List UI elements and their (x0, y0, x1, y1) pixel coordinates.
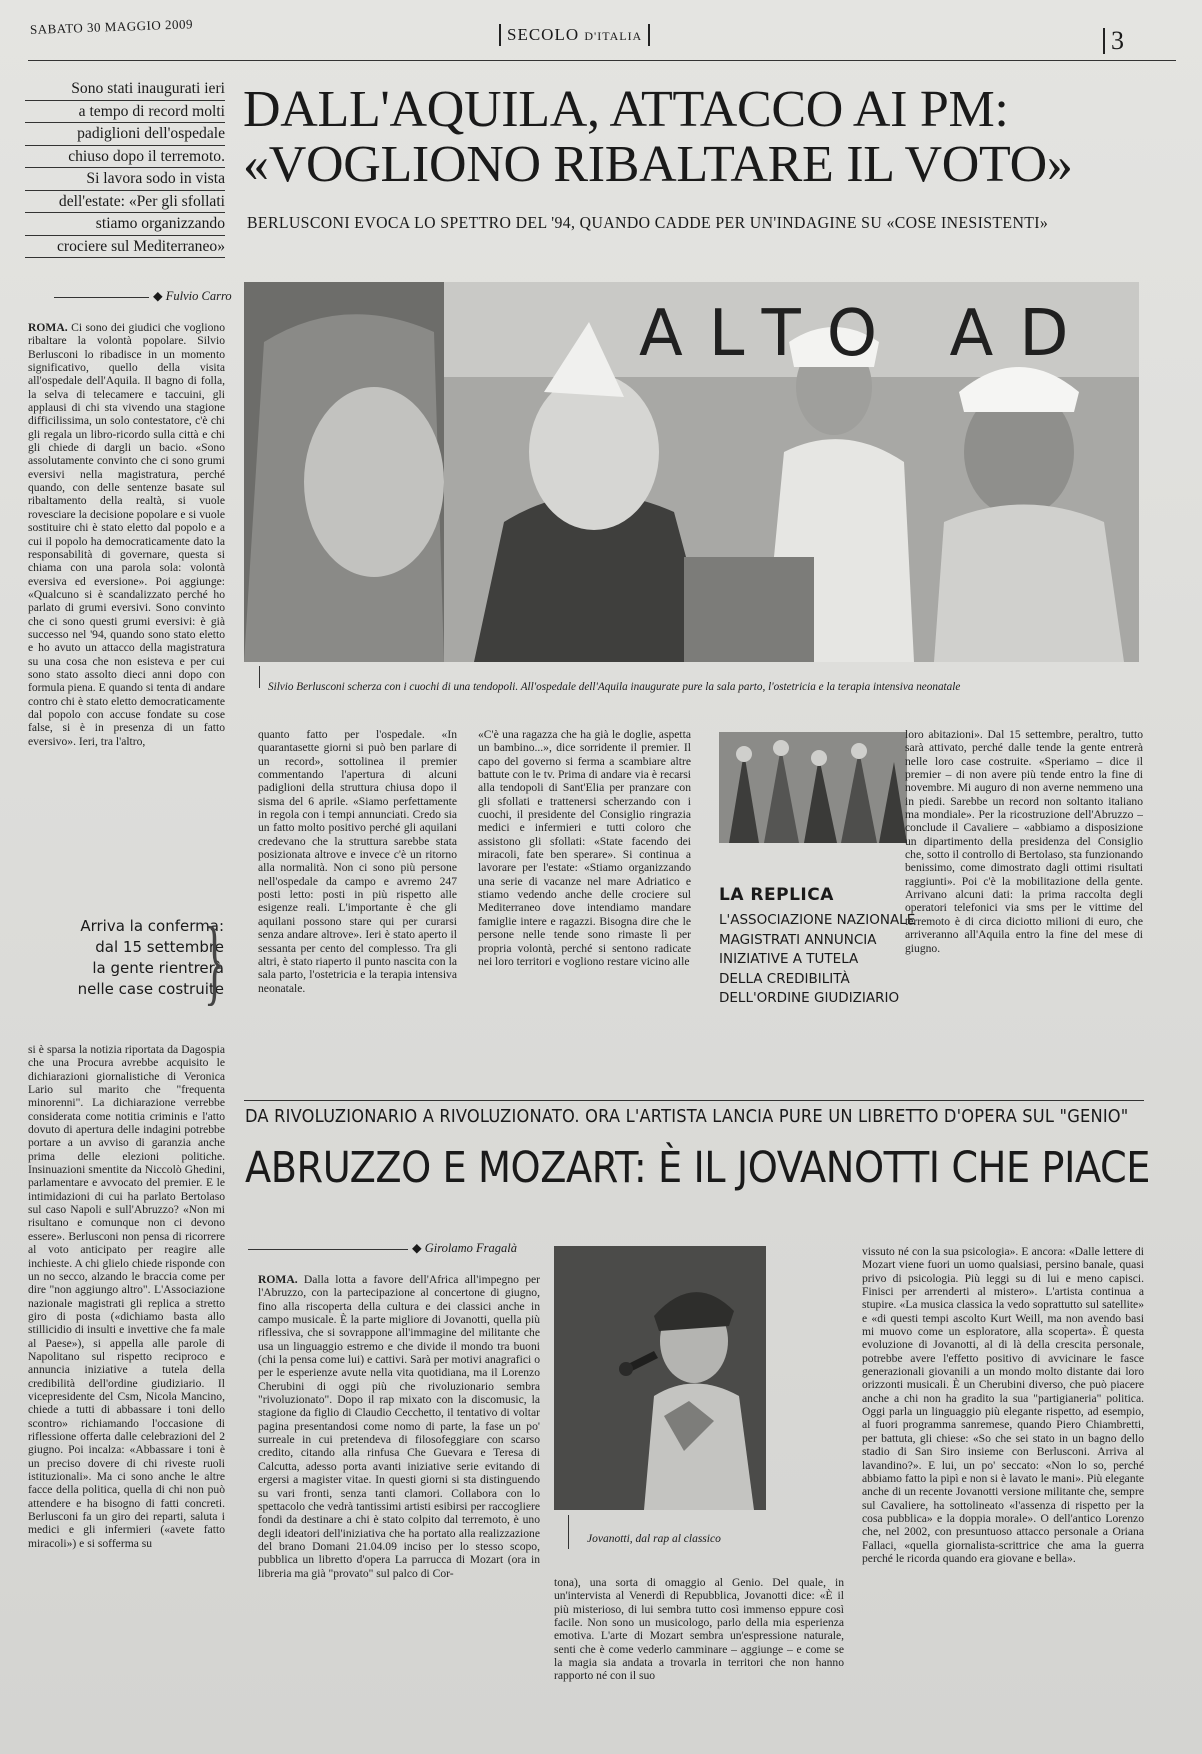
caption-rule-2 (568, 1515, 569, 1549)
article1-column-2 (258, 728, 457, 1083)
article2-photo-caption: Jovanotti, dal rap al classico (587, 1533, 721, 1545)
byline: ◆ Fulvio Carro (54, 288, 232, 304)
replica-box (719, 885, 919, 1009)
byline-name: Fulvio Carro (165, 289, 232, 303)
column-text: vissuto né con la sua psicologia». E ancora: «Dalle lettere di Mozart viene fuori un uomo qualsiasi, persino banale, quasi privo di psicologia. Più leggi su di lui e meno capisci. Finisci per arrenderti al mistero». L'artista continua a stupire. «La musica classica la vedo soprattutto sul satellite» e «di questi tempi ascolto Kurt Weill, ma non avendo basi mi muovo come un esploratore, alla scoperta». È questa evoluzione di Jovanotti, al di là della crescita personale, potrebbe avere l'effetto positivo di avvicinare le fasce generazionali giovanili a un mondo molto distante dai loro orizzonti musicali. È un Cherubini diverso, che può piacere anche a chi non ha gradito la sua "partigianeria" politica. Oggi parla un linguaggio più elegante rispetto, ad esempio, al fuori programma sanremese, quando Piero Chiambretti, per battuta, gli chiese: «So che sei stato in un bagno dello stadio di San Siro insieme con Berlusconi. Arriva al lavandino?». E lui, un po' seccato: «Non lo so, perché abbiamo fatto la pipì e non si è lavato le mani». Più elegante anche di un recente Jovanotti versione militante che, sempre sul Cavaliere, ha sottolineato «l'assenza di rispetto per la cosa pubblica» e la doppia morale». O dell'antico Lorenzo che, nel 2002, con presuntuoso attacco personale a Oriana Fallaci, «quella giornalista-scrittrice che ama la guerra perché le ricorda quando era giovane e bella». (862, 1245, 1144, 1565)
intro-line: Sono stati inaugurati ieri (25, 78, 225, 101)
issue-date: SABATO 30 MAGGIO 2009 (29, 16, 194, 37)
replica-line: DELLA CREDIBILITÀ (719, 970, 850, 987)
sidebar-photo-image (719, 732, 907, 843)
article2-column-1 (258, 1273, 540, 1745)
intro-line: crociere sul Mediterraneo» (25, 236, 225, 259)
photo-sign-text: ALTO AD (639, 297, 1095, 371)
replica-line: L'ASSOCIAZIONE NAZIONALE (719, 912, 916, 928)
intro-line: a tempo di record molti (25, 101, 225, 124)
article1-column-3 (478, 728, 691, 1083)
intro-line: stiamo organizzando (25, 213, 225, 236)
article2-column-3 (862, 1245, 1144, 1745)
byline-name: Girolamo Fragalà (424, 1241, 517, 1255)
column-text: tona), una sorta di omaggio al Genio. Del quale, in un'intervista al Venerdì di Repubblica, Jovanotti dice: «È il più misterioso, di lui sembra tutto così immenso eppure così facile. Non sono un musicologo, parlo della mia esperienza emotiva. L'arte di Mozart sembra un'espressione naturale, senti che è come vederlo camminare – aggiunge – e come se la magia sia andata a trovarla in territori che non hanno rapporto né con il suo (554, 1576, 844, 1683)
pull-quote (28, 916, 224, 1000)
deck: BERLUSCONI EVOCA LO SPETTRO DEL '94, QUANDO CADDE PER UN'INDAGINE SU «COSE INESISTENTI» (247, 213, 1049, 232)
intro-line: dell'estate: «Per gli sfollati (25, 191, 225, 214)
replica-line: DELL'ORDINE GIUDIZIARIO (719, 990, 900, 1006)
column-text: quanto fatto per l'ospedale. «In quarantasette giorni si può ben parlare di un record», sottolinea il premier commentando l'apertura di alcuni padiglioni della struttura chiusa dopo il sisma del 6 aprile. «Siamo perfettamente in regola con i tempi annunciati. Credo sia un fatto molto positivo perché gli aquilani credevano che la struttura sarebbe stata posizionata altrove e invece c'è un ritorno alla normalità. Non ci sono più persone nell'ospedale da campo e avremo 247 posti letto: posti in più rispetto alle esigenze reali. L'importante è che gli aquilani possono stare qui per curarsi senza andare altrove». Ieri è stato aperto il sessanta per cento del complesso. Tra gli altri, è stato riaperto il punto nascita con la sala parto, l'ostetricia e la terapia intensiva neonatale. (258, 728, 457, 995)
column-text: Ci sono dei giudici che vogliono ribaltare la volontà popolare. Silvio Berlusconi lo ribadisce in un momento significativo, quello della visita all'ospedale dell'Aquila. Il bagno di folla, la selva di telecamere e taccuini, gli applausi di chi sta vivendo una stagione difficilissima, un solo contestatore, c'è chi gli regala un libro-ricordo sulla città e chi gli chiede di dargli un bacio. «Sono assolutamente convinto che ci sono grumi eversivi nella magistratura, perché quando, con delle sentenze basate sul ribaltamento della realtà, si vuole rovesciare la decisione popolare e si vuole sostituire chi è stato eletto dal popolo e a cui il popolo ha democraticamente dato la responsabilità di governare, questa si chiama con una parola sola: volontà eversiva ed eversione». Poi aggiunge: «Qualcuno si è scandalizzato perché ho parlato di grumi eversivi. Sono convinto che ci sono questi grumi eversivi: è già successo nel '94, quando sono stato eletto e ho avuto un attacco della magistratura su una cosa che non esisteva e per cui sono stato assolto dieci anni dopo con formula piena. E quando si tenta di andare contro chi è stato eletto democraticamente dal popolo con accuse fondate su cose false, si è in presenza di un fatto eversivo». Ieri, tra l'altro, (28, 321, 225, 748)
intro-line: Si lavora sodo in vista (25, 168, 225, 191)
article2-kicker: DA RIVOLUZIONARIO A RIVOLUZIONATO. ORA L'ARTISTA LANCIA PURE UN LIBRETTO D'OPERA SUL "GENIO" (245, 1107, 1129, 1127)
masthead-title: SECOLO (507, 25, 580, 44)
article2-column-2 (554, 1576, 844, 1746)
column-text: «C'è una ragazza che ha già le doglie, aspetta un bambino...», dice sorridente il premier. Il capo del governo si ferma a scambiare altre battute con le tv. Prima di andare via è recarsi alla tendopoli di Sant'Elia per pranzare con gli sfollati e trattenersi scherzando con i cuochi, il presidente del Consiglio ringrazia medici e infermieri e tutti coloro che assistono gli sfollati: «State facendo dei miracoli, fate ben sperare». Si continua a lavorare per l'estate: «Stiamo organizzando una serie di vacanze nel mare Adriatico e stiamo vedendo anche delle crociere sul Mediterraneo dove intendiamo mandare famiglie intere e ragazzi. Bisogna dire che le persone nelle tende sono rimaste lì per propria volontà, perché si sentono radicate nei loro territori e vogliono restare vicino alle (478, 728, 691, 968)
replica-line: MAGISTRATI ANNUNCIA (719, 931, 877, 948)
column-text: Dalla lotta a favore dell'Africa all'impegno per l'Abruzzo, con la partecipazione al concertone di giugno, fino alla riscoperta della cultura e dei classici anche in campo musicale. È la parte migliore di Jovanotti, quella più riflessiva, che si sovrappone all'immagine del militante che usa un linguaggio estremo e che divide il mondo tra buoni (chi la pensa come lui) e cattivi. Sarà per motivi anagrafici o per le esperienze avute nella vita quotidiana, ma il Lorenzo Cherubini di oggi più che rivoluzionario sembra "rivoluzionato". Dopo il rap mixato con la discomusic, la stagione da figlio di Claudio Cecchetto, il tentativo di voltar pagina presentandosi come nomo di parte, la fase un po' surreale in cui pretendeva di filosofeggiare con scarso credito, citando alla rinfusa Che Guevara e Teresa di Calcutta, adesso porta avanti iniziative serie evitando di ergersi a magister vitae. In questi giorni si sta distinguendo su vari fronti, senza tanti clamori. Collabora con lo spettacolo che vedrà tantissimi artisti esibirsi per raccogliere fondi da destinare a chi è stato colpito dal terremoto, è uno degli ideatori dell'iniziativa che ha portato alla realizzazione del brano Domani 21.04.09 inciso per lo stesso scopo, pubblica un libretto d'opera La parrucca di Mozart (ora in libreria ma già "provato" sul palco di Cor- (258, 1273, 540, 1580)
article1-column-5 (905, 728, 1143, 1083)
replica-title: LA REPLICA (719, 885, 834, 905)
column-text: loro abitazioni». Dal 15 settembre, peraltro, tutto sarà attivato, perché dalle tende la gente entrerà nelle loro case costruite. «Speriamo – dice il premier – di non avere più tende entro la fine di novembre. Mi auguro di non averne nemmeno una in piedi. Sarebbe un record non soltanto italiano ma mondiale». Per la ricostruzione dell'Abruzzo – conclude il Cavaliere – «abbiamo a disposizione un dipartimento della presidenza del Consiglio che, sotto il controllo di Bertolaso, sta funzionando benissimo, come dimostrato dagli ottimi risultati raggiunti». Poi c'è la mobilitazione della gente. Arrivano alcuni dati: la prima raccolta degli operatori telefonici via sms per le vittime del terremoto è di circa diciotto milioni di euro, che arriveranno all'Aquila entro la fine del mese di giugno. (905, 728, 1143, 955)
section-rule (244, 1100, 1144, 1101)
headline-line-2: «VOGLIONO RIBALTARE IL VOTO» (243, 136, 1073, 193)
intro-line: padiglioni dell'ospedale (25, 123, 225, 146)
pull-quote-brace: } (204, 907, 225, 1014)
main-photo-caption: Silvio Berlusconi scherza con i cuochi di una tendopoli. All'ospedale dell'Aquila inaugurate pure la sala parto, l'ostetricia e la terapia intensiva neonatale (268, 681, 961, 693)
article1-column-1b (28, 1043, 225, 1739)
sidebar-photo (719, 732, 907, 843)
column-text: si è sparsa la notizia riportata da Dagospia che una Procura avrebbe acquisito le dichiarazioni giornalistiche di Veronica Lario sul marito che "frequenta minorenni". La dichiarazione verrebbe considerata come notitia criminis e l'atto dovuto di apertura delle indagini potrebbe portare a un avviso di garanzia anche prima delle elezioni politiche. Insinuazioni smentite da Niccolò Ghedini, parlamentare e avvocato del premier. E le intimidazioni di cui ha parlato Bertolaso sul caso Napoli e sull'Abruzzo? «Non mi risultano e comunque non ci devono essere». Berlusconi non pensa di ricorrere al voto anticipato per reagire alle inchieste. A chi glielo chiede risponde con un no secco, alzando le braccia come per dire "non aggiungo altro". L'Associazione nazionale magistrati gli replica a stretto giro di posta («dichiamo basta allo stillicidio di insulti e invettive che fa male al Paese»), si appella alle parole di Napolitano sul rispetto reciproco e annuncia iniziative a tutela della credibilità dell'ordine giudiziario. Il vicepresidente del Csm, Nicola Mancino, chiede a tutti di abbassare i toni dello scontro» richiamando l'occasione di riflessione offerta dalle celebrazioni del 2 giugno. Poi incalza: «Abbassare i toni è un preciso dovere di chi riveste ruoli istituzionali». Ma ci sono anche le altre facce della politica, quella di chi non può attendere e ha bisogno di fatti concreti. Berlusconi fa un giro dei reparti, saluta i medici e gli infermieri («avete fatto miracoli») e si sofferma su (28, 1043, 225, 1550)
pull-quote-line: nelle case costruite (77, 980, 224, 998)
pull-quote-line: Arriva la conferma: (80, 917, 224, 935)
pull-quote-line: dal 15 settembre (95, 938, 224, 956)
dateline: ROMA. (28, 321, 68, 334)
replica-text (719, 911, 919, 1009)
dateline: ROMA. (258, 1273, 298, 1286)
article1-column-1 (28, 321, 225, 881)
main-photo (244, 282, 1139, 662)
intro-summary (25, 78, 225, 258)
replica-line: INIZIATIVE A TUTELA (719, 951, 859, 967)
page-number: 3 (1103, 28, 1124, 54)
headline-line-1: DALL'AQUILA, ATTACCO AI PM: (243, 81, 1009, 138)
pull-quote-line: la gente rientrerà (92, 959, 224, 977)
masthead (499, 24, 650, 46)
caption-rule (259, 666, 260, 688)
article2-photo (554, 1246, 766, 1510)
intro-line: chiuso dopo il terremoto. (25, 146, 225, 169)
article2-photo-image (554, 1246, 766, 1510)
header-rule (28, 60, 1176, 61)
masthead-subtitle: D'ITALIA (584, 29, 643, 43)
article2-byline: ◆ Girolamo Fragalà (248, 1240, 517, 1256)
article2-headline: ABRUZZO E MOZART: È IL JOVANOTTI CHE PIACE (245, 1143, 1150, 1193)
headline (243, 82, 1073, 192)
